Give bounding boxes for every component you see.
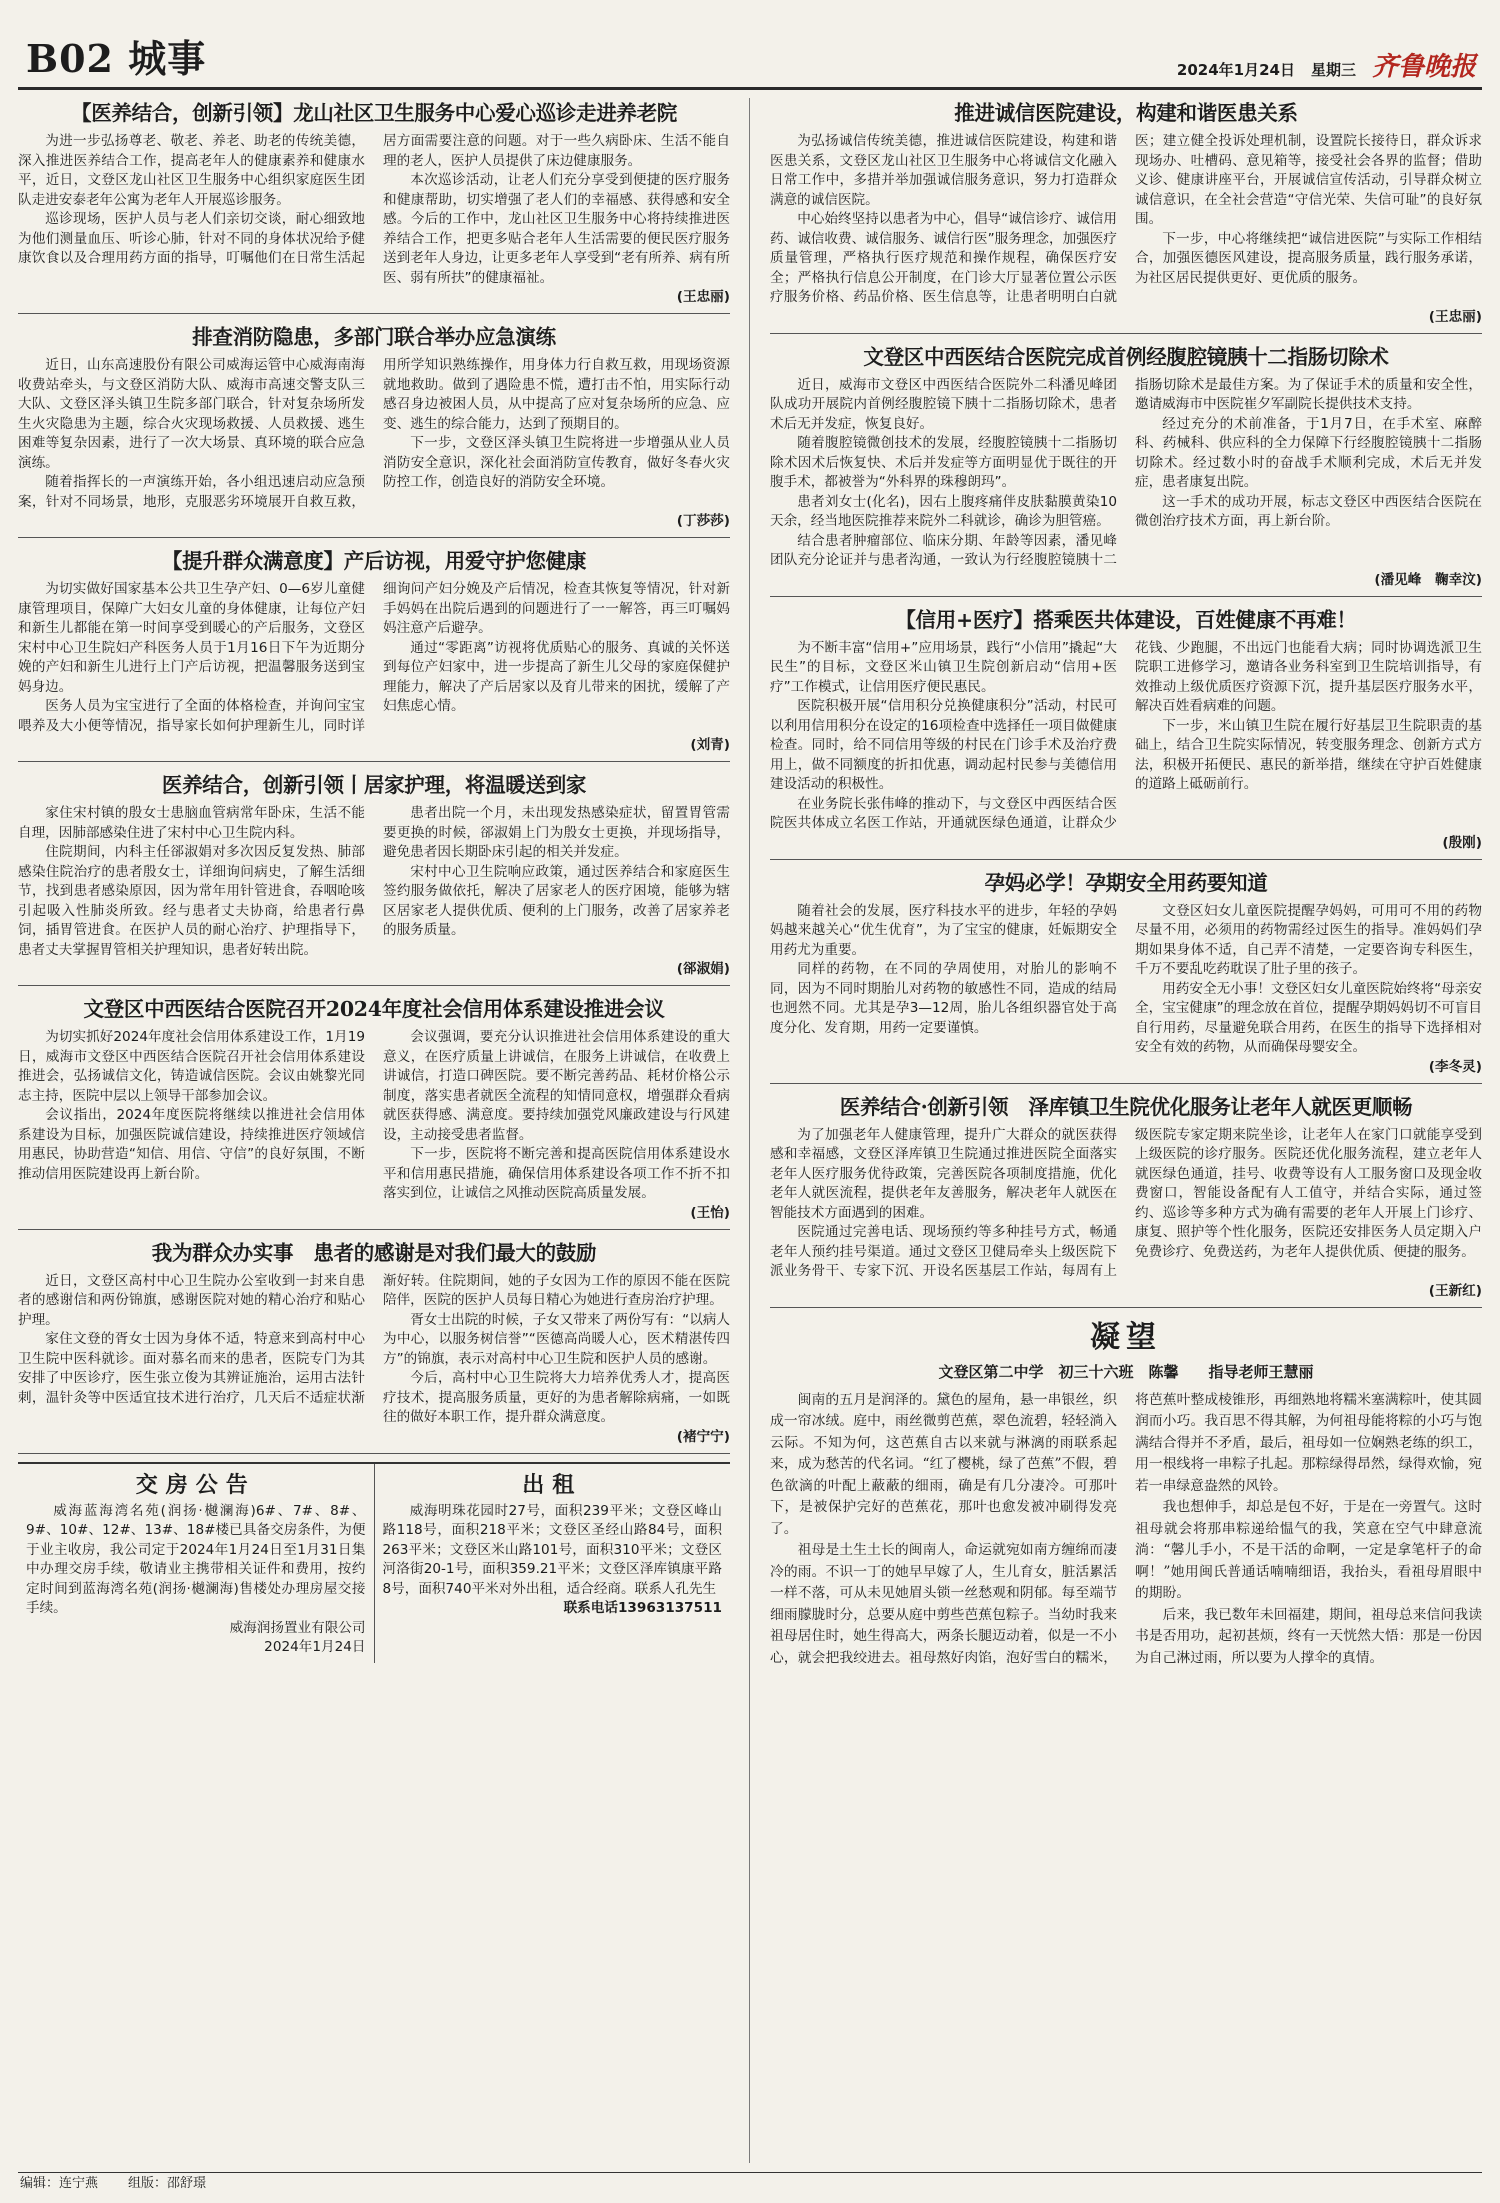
notice-contact-phone: 联系电话13963137511 [563,1600,722,1616]
article-byline: (丁莎莎) [676,513,730,529]
news-article [770,868,1482,1084]
news-article [18,1238,730,1454]
article-body [18,1272,730,1428]
article-body [18,1028,730,1204]
article-paragraph: 在业务院长张伟峰的推动下，与文登区中西医结合医院医共体成立名医工作站，开通就医绿色通道，让群众少花钱、少跑腿，不出远门也能看大病；同时协调选派卫生院职工进修学习，邀请各业务科室到卫生院培训指导，有效推动上级优质医疗资源下沉，提升基层医疗服务水平，解决百姓看病难的问题。 [770,639,1482,831]
article-headline: 文登区中西医结合医院召开2024年度社会信用体系建设推进会议 [83,997,665,1021]
page-section-tag: B02 城事 [26,36,207,81]
article-byline: (王新红) [1428,1282,1482,1299]
article-paragraph: 胥女士出院的时候，子女又带来了两份写有：“以病人为中心，以服务树信誉”“医德高尚暖人心，医术精湛传四方”的锦旗，表示对高村中心卫生院和医护人员的感谢。 [383,1311,730,1367]
news-article [18,546,730,762]
article-paragraph: 随着腹腔镜微创技术的发展，经腹腔镜胰十二指肠切除术因术后恢复快、术后并发症等方面明显优于既往的开腹手术，都被誉为“外科界的珠穆朗玛”。 [770,435,1117,490]
column-divider [749,98,750,2163]
rental-notice [374,1464,731,1663]
article-body [770,639,1482,834]
article-paragraph: 近日，文登区高村中心卫生院办公室收到一封来自患者的感谢信和两份锦旗，感谢医院对她的精心治疗和贴心护理。 [18,1272,365,1328]
editor-credit: 编辑：连宁燕 [20,2176,99,2191]
article-paragraph: 经过充分的术前准备，于1月7日，在手术室、麻醉科、药械科、供应科的全力保障下行经腹腔镜胰十二指肠切除术。经过数小时的奋战手术顺利完成，术后无并发症，患者康复出院。 [1135,415,1482,490]
article-paragraph: 巡诊现场，医护人员与老人们亲切交谈，耐心细致地为他们测量血压、听诊心肺，针对不同的身体状况给予健康饮食以及合理用药方面的指导，叮嘱他们在日常生活起居方面需要注意的问题。对于一些久病卧床、生活不能自理的老人，医护人员提供了床边健康服务。 [18,133,730,266]
article-paragraph: 医务人员为宝宝进行了全面的体格检查，并询问宝宝喂养及大小便等情况，指导家长如何护理新生儿，同时详细询问产妇分娩及产后情况，检查其恢复等情况，针对新手妈妈在出院后遇到的问题进行了一一解答，再三叮嘱妈妈注意产后避孕。 [18,581,730,734]
article-paragraph: 随着指挥长的一声演练开始，各小组迅速启动应急预案，针对不同场景，地形，克服恶劣环境展开自救互救，用所学知识熟练操作，用身体力行自救互救，用现场资源就地救助。做到了遇险患不慌，遭打击不怕，用实际行动感召身边被困人员，从中提高了应对复杂场所的应急、应变、逃生的综合能力，达到了预期目的。 [18,357,730,510]
issue-weekday: 星期三 [1310,61,1356,79]
left-articles [18,98,730,1454]
article-paragraph: 患者刘女士(化名)，因右上腹疼痛伴皮肤黏膜黄染10天余，经当地医院推荐来院外二科就诊，确诊为胆管癌。 [770,493,1117,529]
news-article [18,322,730,538]
article-paragraph: 本次巡诊活动，让老人们充分享受到便捷的医疗服务和健康帮助，切实增强了老人们的幸福感、获得感和安全感。今后的工作中，龙山社区卫生服务中心将持续推进医养结合工作，把更多贴合老年人生活需要的便民医疗服务送到老年人身边，让更多老年人享受到“老有所养、病有所医、弱有所扶”的健康福祉。 [383,172,730,286]
layout-credit: 组版：邵舒璟 [128,2176,207,2191]
article-byline: (潘见峰 鞠幸汶) [1374,571,1482,588]
essay-paragraph: 闽南的五月是润泽的。黛色的屋角，悬一串银丝，织成一帘冰绒。庭中，雨丝微剪芭蕉，翠色流碧，轻轻淌入云际。不知为何，这芭蕉自古以来就与淋漓的雨联系起来，成为愁苦的代名词。“红了樱桃，绿了芭蕉”不假，碧色欲滴的叶配上蔽蔽的细雨，确是有几分凄冷。可那叶下，是被保护完好的芭蕉花，那叶也愈发被冲刷得发亮了。 [770,1391,1117,1537]
handover-notice [18,1464,374,1663]
article-paragraph: 医院积极开展“信用积分兑换健康积分”活动，村民可以利用信用积分在设定的16项检查中选择任一项目做健康检查。同时，给不同信用等级的村民在门诊手术及治疗费用上，做不同额度的折扣优惠，调动起村民参与美德信用建设活动的积极性。 [770,698,1117,792]
article-headline: 医养结合，创新引领丨居家护理，将温暖送到家 [161,773,587,797]
article-paragraph: 通过“零距离”访视将优质贴心的服务、真诚的关怀送到每位产妇家中，进一步提高了新生儿父母的家庭保健护理能力，解决了产后居家以及育儿带来的困扰，缓解了产妇焦虑心情。 [383,639,730,714]
article-paragraph: 随着社会的发展，医疗科技水平的进步，年轻的孕妈妈越来越关心“优生优育”，为了宝宝的健康，妊娠期安全用药尤为重要。 [770,902,1117,958]
essay-author: 文登区第二中学 初三十六班 陈馨 指导老师王慧丽 [938,1362,1314,1381]
article-paragraph: 宋村中心卫生院响应政策，通过医养结合和家庭医生签约服务做依托，解决了居家老人的医疗困境，能够为辖区居家老人提供优质、便利的上门服务，改善了居家养老的服务质量。 [383,863,730,938]
essay-title: 凝望 [1090,1319,1162,1355]
article-paragraph: 为进一步弘扬尊老、敬老、养老、助老的传统美德，深入推进医养结合工作，提高老年人的健康素养和健康水平，近日，文登区龙山社区卫生服务中心组织家庭医生团队走进安泰老年公寓为老年人开展巡诊服务。 [18,133,365,208]
article-paragraph: 今后，高村中心卫生院将大力培养优秀人才，提高医疗技术，提高服务质量，更好的为患者解除病痛，一如既往的做好本职工作，提升群众满意度。 [383,1370,730,1425]
article-paragraph: 会议强调，要充分认识推进社会信用体系建设的重大意义，在医疗质量上讲诚信，在服务上讲诚信，在收费上讲诚信，打造口碑医院。要不断完善药品、耗材价格公示制度，落实患者就医全流程的知情同意权，增强群众看病就医获得感、满意度。要持续加强党风廉政建设与行风建设，主动接受患者监督。 [383,1029,730,1143]
article-byline: (褚宁宁) [676,1428,730,1445]
article-paragraph: 会议指出，2024年度医院将继续以推进社会信用体系建设为目标，加强医院诚信建设，持续推进医疗领域信用惠民，协助营造“知信、用信、守信”的良好氛围，不断推动信用医院建设再上新台阶。 [18,1107,365,1182]
article-headline: 【医养结合，创新引领】龙山社区卫生服务中心爱心巡诊走进养老院 [71,101,677,125]
news-article [18,98,730,314]
notice-body: 威海明珠花园时27号，面积239平米；文登区峰山路118号，面积218平米；文登区圣经山路84号，面积263平米；文登区米山路101号，面积310平米；文登区河洛街20-1号，面积359.21平米；文登区泽库镇康平路8号，面积740平米对外出租，适合经商。联系人孔先生 [382,1502,722,1597]
article-byline: (郤淑娟) [676,961,730,977]
article-paragraph: 下一步，中心将继续把“诚信进医院”与实际工作相结合，加强医德医风建设，提高服务质量，践行服务承诺，为社区居民提供更好、更优质的服务。 [1135,230,1482,286]
article-paragraph: 同样的药物，在不同的孕周使用，对胎儿的影响不同，因为不同时期胎儿对药物的敏感性不同，造成的结局也迥然不同。尤其是孕3—12周，胎儿各组织器官处于高度分化、发育期，用药一定要谨慎。 [770,961,1117,1036]
masthead [18,20,1482,90]
article-headline: 文登区中西医结合医院完成首例经腹腔镜胰十二指肠切除术 [863,344,1389,369]
article-paragraph: 文登区妇女儿童医院提醒孕妈妈，可用可不用的药物尽量不用，必须用的药物需经过医生的指导。准妈妈们孕期如果身体不适，自己弄不清楚，一定要咨询专科医生，千万不要乱吃药耽误了肚子里的孩子。 [1135,902,1482,977]
essay-paragraph: 后来，我已数年未回福建，期间，祖母总来信问我读书是否用功，起初甚烦，终有一天恍然大悟：那是一份因为自己淋过雨，所以要为人撑伞的真情。 [1135,1606,1482,1666]
article-headline: 医养结合·创新引领 泽库镇卫生院优化服务让老年人就医更顺畅 [839,1094,1413,1119]
right-column [770,98,1482,1669]
news-article [770,605,1482,860]
article-paragraph: 用药安全无小事！文登区妇女儿童医院始终将“母亲安全，宝宝健康”的理念放在首位，提醒孕期妈妈切不可盲目自行用药，尽量避免联合用药，在医生的指导下选择相对安全有效的药物，从而确保母婴安全。 [1135,980,1482,1055]
article-paragraph: 为切实做好国家基本公共卫生孕产妇、0—6岁儿童健康管理项目，保障广大妇女儿童的身体健康，让每位产妇和新生儿都能在第一时间享受到暖心的产后服务，文登区宋村中心卫生院妇产科医务人员于1月16日下午为近期分娩的产妇和新生儿进行上门产后访视，把温馨服务送到宝妈身边。 [18,581,365,695]
article-body [18,356,730,512]
article-body [18,132,730,288]
notice-title: 交房公告 [135,1471,256,1498]
article-paragraph: 家住文登的胥女士因为身体不适，特意来到高村中心卫生院中医科就诊。面对慕名而来的患者，医院专门为其安排了中医诊疗，医生张立俊为其辨证施治，运用古法针刺，温针灸等中医适宜技术进行治疗，几天后不适症状渐渐好转。住院期间，她的子女因为工作的原因不能在医院陪伴，医院的医护人员每日精心为她进行查房治疗护理。 [18,1272,730,1406]
notice-signer: 威海润扬置业有限公司 [229,1619,366,1636]
article-body [18,804,730,960]
article-paragraph: 中心始终坚持以患者为中心，倡导“诚信诊疗、诚信用药、诚信收费、诚信服务、诚信行医”服务理念，加强医疗质量管理，严格执行医疗规范和操作规程，确保医疗安全；严格执行信息公开制度，在门诊大厅显著位置公示医疗服务价格、药品价格、医生信息等，让患者明明白白就医；建立健全投诉处理机制，设置院长接待日，群众诉求现场办、吐槽码、意见箱等，接受社会各界的监督；借助义诊、健康讲座平台，开展诚信宣传活动，引导群众树立诚信意识，在全社会营造“守信光荣、失信可耻”的良好氛围。 [770,133,1482,305]
news-article [18,994,730,1230]
article-paragraph: 下一步，文登区泽头镇卫生院将进一步增强从业人员消防安全意识，深化社会面消防宣传教育，做好冬春火灾防控工作，创造良好的消防安全环境。 [383,435,730,490]
article-byline: (李冬灵) [1428,1058,1482,1075]
notice-date: 2024年1月24日 [264,1638,366,1655]
news-article [18,770,730,986]
notice-body: 威海蓝海湾名苑(润扬·樾澜海)6#、7#、8#、9#、10#、12#、13#、18#楼已具备交房条件，为便于业主收房，我公司定于2024年1月24日至1月31日集中办理交房手续，敬请业主携带相关证件和费用，按约定时间到蓝海湾名苑(润扬·樾澜海)售楼处办理房屋交接手续。 [26,1502,366,1616]
article-paragraph: 家住宋村镇的殷女士患脑血管病常年卧床，生活不能自理，因肺部感染住进了宋村中心卫生院内科。 [18,805,365,841]
article-byline: (殷刚) [1442,834,1482,851]
right-articles [770,98,1482,1308]
essay-paragraph: 我也想伸手，却总是包不好，于是在一旁置气。这时祖母就会将那串粽递给愠气的我，笑意在空气中肆意流淌：“馨儿手小，不是干活的命啊，一定是拿笔杆子的命啊！”她用闽氏普通话喃喃细语，我抬头，看祖母眉眼中的期盼。 [1135,1499,1482,1601]
article-paragraph: 下一步，医院将不断完善和提高医院信用体系建设水平和信用惠民措施，确保信用体系建设各项工作不折不扣落实到位，让诚信之风推动医院高质量发展。 [383,1146,730,1201]
article-paragraph: 为弘扬诚信传统美德，推进诚信医院建设，构建和谐医患关系，文登区龙山社区卫生服务中心将诚信文化融入日常工作中，多措并举加强诚信服务意识，努力打造群众满意的诚信医院。 [770,133,1117,208]
masthead-info [1177,46,1476,83]
notice-row [18,1462,730,1663]
article-body [770,1126,1482,1282]
news-article [770,1092,1482,1308]
article-body [770,902,1482,1058]
article-headline: 【信用+医疗】搭乘医共体建设，百姓健康不再难！ [895,607,1357,632]
article-paragraph: 近日，威海市文登区中西医结合医院外二科潘见峰团队成功开展院内首例经腹腔镜下胰十二指肠切除术，患者术后无并发症，恢复良好。 [770,376,1117,432]
article-headline: 孕妈必学！孕期安全用药要知道 [984,870,1268,895]
article-paragraph: 近日，山东高速股份有限公司威海运管中心威海南海收费站牵头，与文登区消防大队、威海市高速交警支队三大队、文登区泽头镇卫生院多部门联合，针对复杂场所发生火灾隐患为主题，综合火灾现场救援、人员救援、逃生困难等复杂因素，进行了一次大场景、真环境的联合应急演练。 [18,357,365,471]
article-paragraph: 这一手术的成功开展，标志文登区中西医结合医院在微创治疗技术方面，再上新台阶。 [1135,493,1482,529]
article-headline: 【提升群众满意度】产后访视，用爱守护您健康 [161,549,587,573]
article-paragraph: 结合患者肿瘤部位、临床分期、年龄等因素，潘见峰团队充分论证并与患者沟通，一致认为行经腹腔镜胰十二指肠切除术是最佳方案。为了保证手术的质量和安全性，邀请威海市中医院崔夕军副院长提供技术支持。 [770,376,1482,568]
article-byline: (王忠丽) [676,289,730,305]
newspaper-logo: 齐鲁晚报 [1371,52,1476,82]
article-headline: 推进诚信医院建设，构建和谐医患关系 [954,101,1298,125]
article-byline: (王忠丽) [1428,308,1482,325]
essay-paragraph: 祖母是土生土长的闽南人，命运就宛如南方缠绵而凄冷的雨。不识一丁的她早早嫁了人，生儿育女，脏活累活一样不落，可从未见她眉头锁一丝愁观和阴郁。每至端节细雨朦胧时分，总要从庭中剪些芭蕉包粽子。当幼时我来祖母居住时，她生得高大，两条长腿迈动着，似是一不小心，就会把我绞进去。祖母熬好肉馅，泡好雪白的糯米，将芭蕉叶整成棱锥形，再细熟地将糯米塞满粽叶，使其圆润而小巧。我百思不得其解，为何祖母能将粽的小巧与饱满结合得并不矛盾，最后，祖母如一位娴熟老练的织工，用一根线将一串粽子扎起。那粽绿得昂然，绿得欢愉，宛若一串绿意盎然的风铃。 [770,1391,1482,1666]
news-article [770,342,1482,597]
essay-body [770,1390,1482,1670]
article-body [770,132,1482,308]
article-paragraph: 患者出院一个月，未出现发热感染症状，留置胃管需要更换的时候，郤淑娟上门为殷女士更换，并现场指导，避免患者因长期卧床引起的相关并发症。 [383,805,730,860]
notice-title: 出租 [522,1471,583,1498]
article-byline: (刘青) [690,737,730,753]
article-paragraph: 下一步，米山镇卫生院在履行好基层卫生院职责的基础上，结合卫生院实际情况，转变服务理念、创新方式方法，积极开拓便民、惠民的新举措，继续在守护百姓健康的道路上砥砺前行。 [1135,717,1482,792]
article-paragraph: 医院通过完善电话、现场预约等多种挂号方式，畅通老年人预约挂号渠道。通过文登区卫健局牵头上级医院下派业务骨干、专家下沉、开设名医基层工作站，每周有上级医院专家定期来院坐诊，让老年人在家门口就能享受到上级医院的诊疗服务。医院还优化服务流程，建立老年人就医绿色通道，挂号、收费等设有人工服务窗口及现金收费窗口，智能设备配有人工值守，并结合实际，通过签约、巡诊等多种方式为确有需要的老年人开展上门诊疗、康复、照护等个性化服务，医院还安排医务人员定期入户免费诊疗、免费送药，为老年人提供优质、便捷的服务。 [770,1126,1482,1279]
article-body [18,580,730,736]
issue-date: 2024年1月24日 [1176,61,1295,79]
article-paragraph: 为切实抓好2024年度社会信用体系建设工作，1月19日，威海市文登区中西医结合医院召开社会信用体系建设推进会，弘扬诚信文化，铸造诚信医院。会议由姚黎光同志主持，医院中层以上领导干部参加会议。 [18,1029,365,1104]
news-article [770,98,1482,334]
article-headline: 我为群众办实事 患者的感谢是对我们最大的鼓励 [151,1240,597,1265]
left-column [18,98,730,1663]
article-paragraph: 为了加强老年人健康管理，提升广大群众的就医获得感和幸福感，文登区泽库镇卫生院通过推进医院全面落实老年人医疗服务优待政策，完善医院各项制度措施，优化老年人就医流程，提供老年友善服务，解决老年人就医在智能技术方面遇到的困难。 [770,1126,1117,1221]
article-paragraph: 为不断丰富“信用+”应用场景，践行“小信用”撬起“大民生”的目标，文登区米山镇卫生院创新启动“信用+医疗”工作模式，让信用医疗便民惠民。 [770,639,1117,695]
article-headline: 排查消防隐患，多部门联合举办应急演练 [192,325,556,349]
article-body [770,376,1482,571]
page-footer [18,2172,1482,2195]
article-byline: (王怡) [690,1204,730,1221]
student-essay [770,1316,1482,1670]
article-paragraph: 住院期间，内科主任郤淑娟对多次因反复发热、肺部感染住院治疗的患者殷女士，详细询问病史，了解生活细节，找到患者感染原因，因为常年用针管进食，吞咽呛咳引起吸入性肺炎所致。经与患者丈夫协商，给患者行鼻饲，插胃管进食。在医护人员的耐心治疗、护理指导下，患者丈夫掌握胃管相关护理知识，患者好转出院。 [18,844,365,958]
